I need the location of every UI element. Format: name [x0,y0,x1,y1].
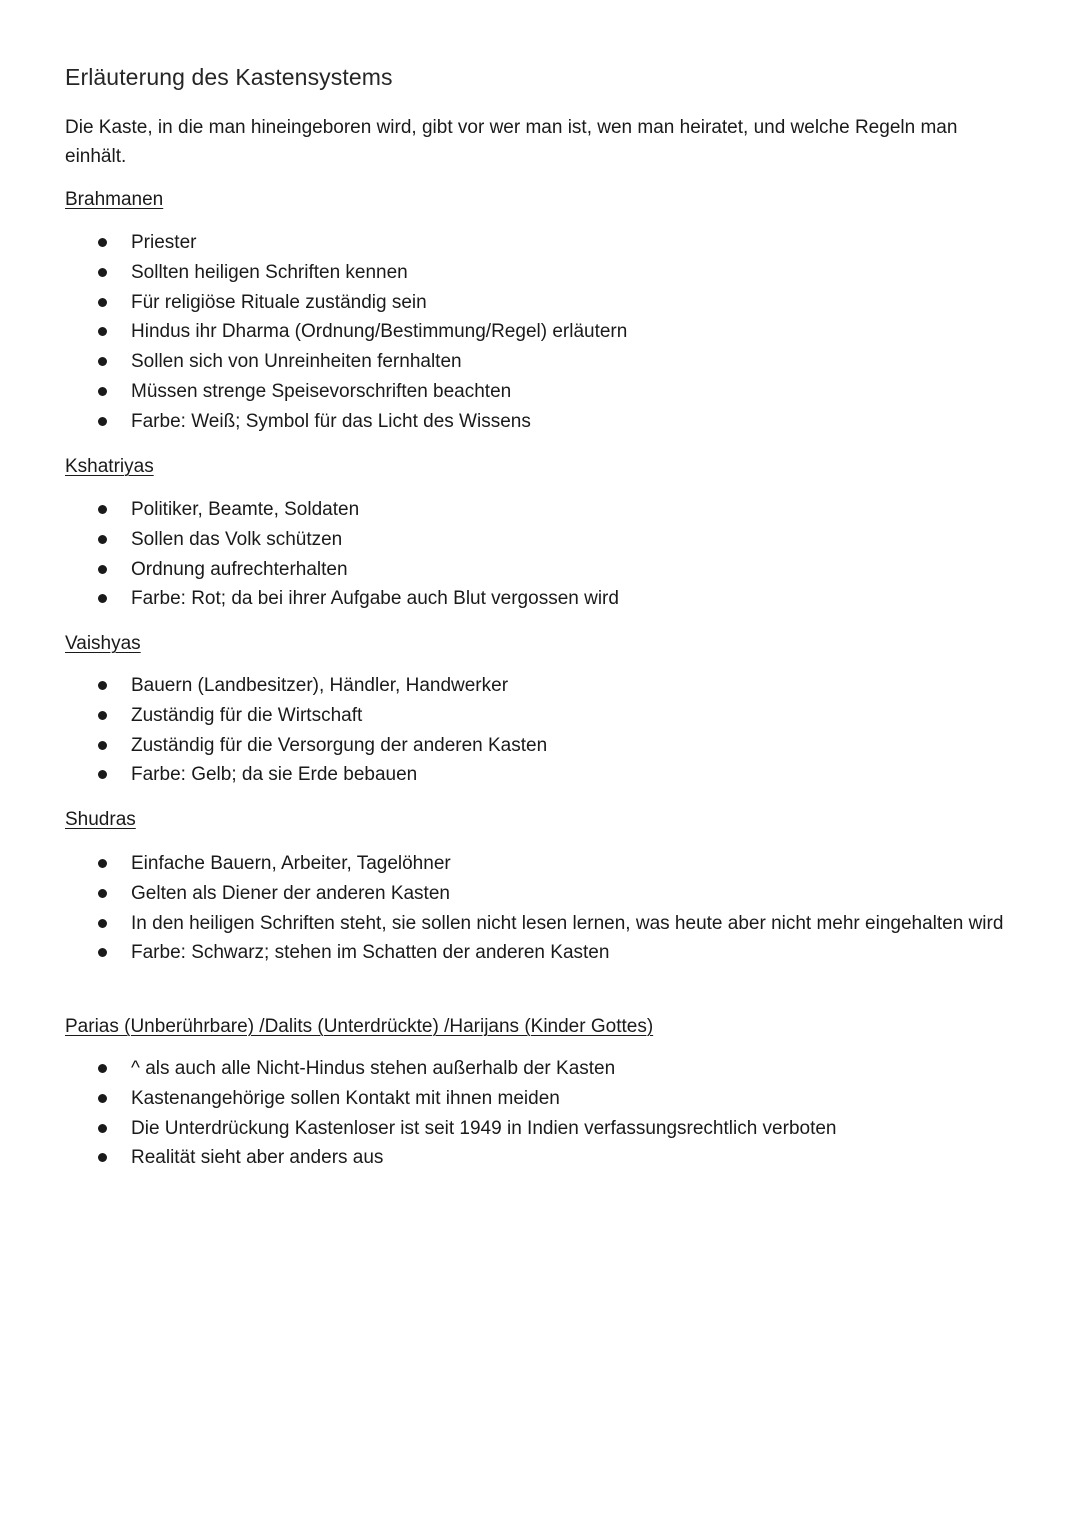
list-item-text: Hindus ihr Dharma (Ordnung/Bestimmung/Regel) erläutern [131,321,628,343]
bullet-icon [98,238,107,247]
list-item-text: Gelten als Diener der anderen Kasten [131,882,450,904]
intro-paragraph: Die Kaste, in die man hineingeboren wird, gibt vor wer man ist, wen man heiratet, und welche Regeln man einhält. [65,117,958,167]
list-item [0,584,1011,614]
list-item-text: Für religiöse Rituale zuständig sein [131,291,427,313]
list-item-text: Realität sieht aber anders aus [131,1147,384,1169]
bullet-icon [98,681,107,690]
list-item-text: Sollen sich von Unreinheiten fernhalten [131,351,462,373]
bullet-icon [98,1064,107,1073]
list-item [0,258,1011,288]
list-item-text: ^ als auch alle Nicht-Hindus stehen außerhalb der Kasten [131,1058,616,1079]
list-item-text: Die Unterdrückung Kastenloser ist seit 1949 in Indien verfassungsrechtlich verboten [131,1117,837,1139]
list-item [0,760,1011,790]
list-item [0,671,1011,701]
bullet-icon [98,327,107,336]
list-item [0,701,1011,731]
list-item-text: In den heiligen Schriften steht, sie sollen nicht lesen lernen, was heute aber nicht mehr eingehalten wird [131,912,1004,934]
bullet-icon [98,859,107,868]
list-item-text: Müssen strenge Speisevorschriften beachten [131,380,512,402]
bullet-icon [98,1124,107,1133]
list-kshatriyas [0,495,1011,614]
list-item [0,377,1011,407]
list-item [0,938,1011,968]
list-item-text: Kastenangehörige sollen Kontakt mit ihnen meiden [131,1087,560,1109]
bullet-icon [98,357,107,366]
section-heading-kshatriyas: Kshatriyas [65,456,154,477]
list-item [0,909,1011,939]
list-item [0,288,1011,318]
bullet-icon [98,298,107,307]
list-item-text: Sollten heiligen Schriften kennen [131,261,408,283]
list-item [0,228,1011,258]
list-item [0,849,1011,879]
bullet-icon [98,919,107,928]
list-item [0,1143,1011,1173]
list-item-text: Ordnung aufrechterhalten [131,558,348,580]
list-item-text: Farbe: Rot; da bei ihrer Aufgabe auch Blut vergossen wird [131,588,619,610]
list-shudras [0,849,1011,968]
bullet-icon [98,741,107,750]
list-item [0,1084,1011,1114]
list-item [0,731,1011,761]
list-item [0,555,1011,585]
document-title: Erläuterung des Kastensystems [65,64,393,90]
section-heading-shudras: Shudras [65,809,136,830]
list-item-text: Zuständig für die Wirtschaft [131,704,363,726]
list-item-text: Priester [131,232,197,253]
list-item [0,495,1011,525]
list-brahmanen [0,228,1011,437]
list-item [0,347,1011,377]
list-item [0,317,1011,347]
list-item-text: Farbe: Schwarz; stehen im Schatten der anderen Kasten [131,942,610,964]
list-vaishyas [0,671,1011,790]
list-item-text: Sollen das Volk schützen [131,528,343,550]
bullet-icon [98,1153,107,1162]
list-item-text: Politiker, Beamte, Soldaten [131,499,360,520]
list-item [0,1054,1011,1084]
list-item [0,1114,1011,1144]
bullet-icon [98,417,107,426]
list-item [0,879,1011,909]
list-item-text: Einfache Bauern, Arbeiter, Tagelöhner [131,853,451,874]
bullet-icon [98,565,107,574]
section-heading-parias: Parias (Unberührbare) /Dalits (Unterdrückte) /Harijans (Kinder Gottes) [65,1016,654,1037]
list-parias [0,1054,1011,1173]
bullet-icon [98,770,107,779]
bullet-icon [98,1094,107,1103]
list-item [0,407,1011,437]
list-item-text: Farbe: Gelb; da sie Erde bebauen [131,764,418,786]
section-heading-vaishyas: Vaishyas [65,633,141,654]
bullet-icon [98,948,107,957]
bullet-icon [98,594,107,603]
bullet-icon [98,889,107,898]
bullet-icon [98,535,107,544]
list-item-text: Bauern (Landbesitzer), Händler, Handwerker [131,675,509,696]
list-item-text: Farbe: Weiß; Symbol für das Licht des Wissens [131,410,531,432]
bullet-icon [98,711,107,720]
list-item [0,525,1011,555]
bullet-icon [98,505,107,514]
section-heading-brahmanen: Brahmanen [65,189,164,210]
list-item-text: Zuständig für die Versorgung der anderen Kasten [131,734,548,756]
bullet-icon [98,387,107,396]
bullet-icon [98,268,107,277]
